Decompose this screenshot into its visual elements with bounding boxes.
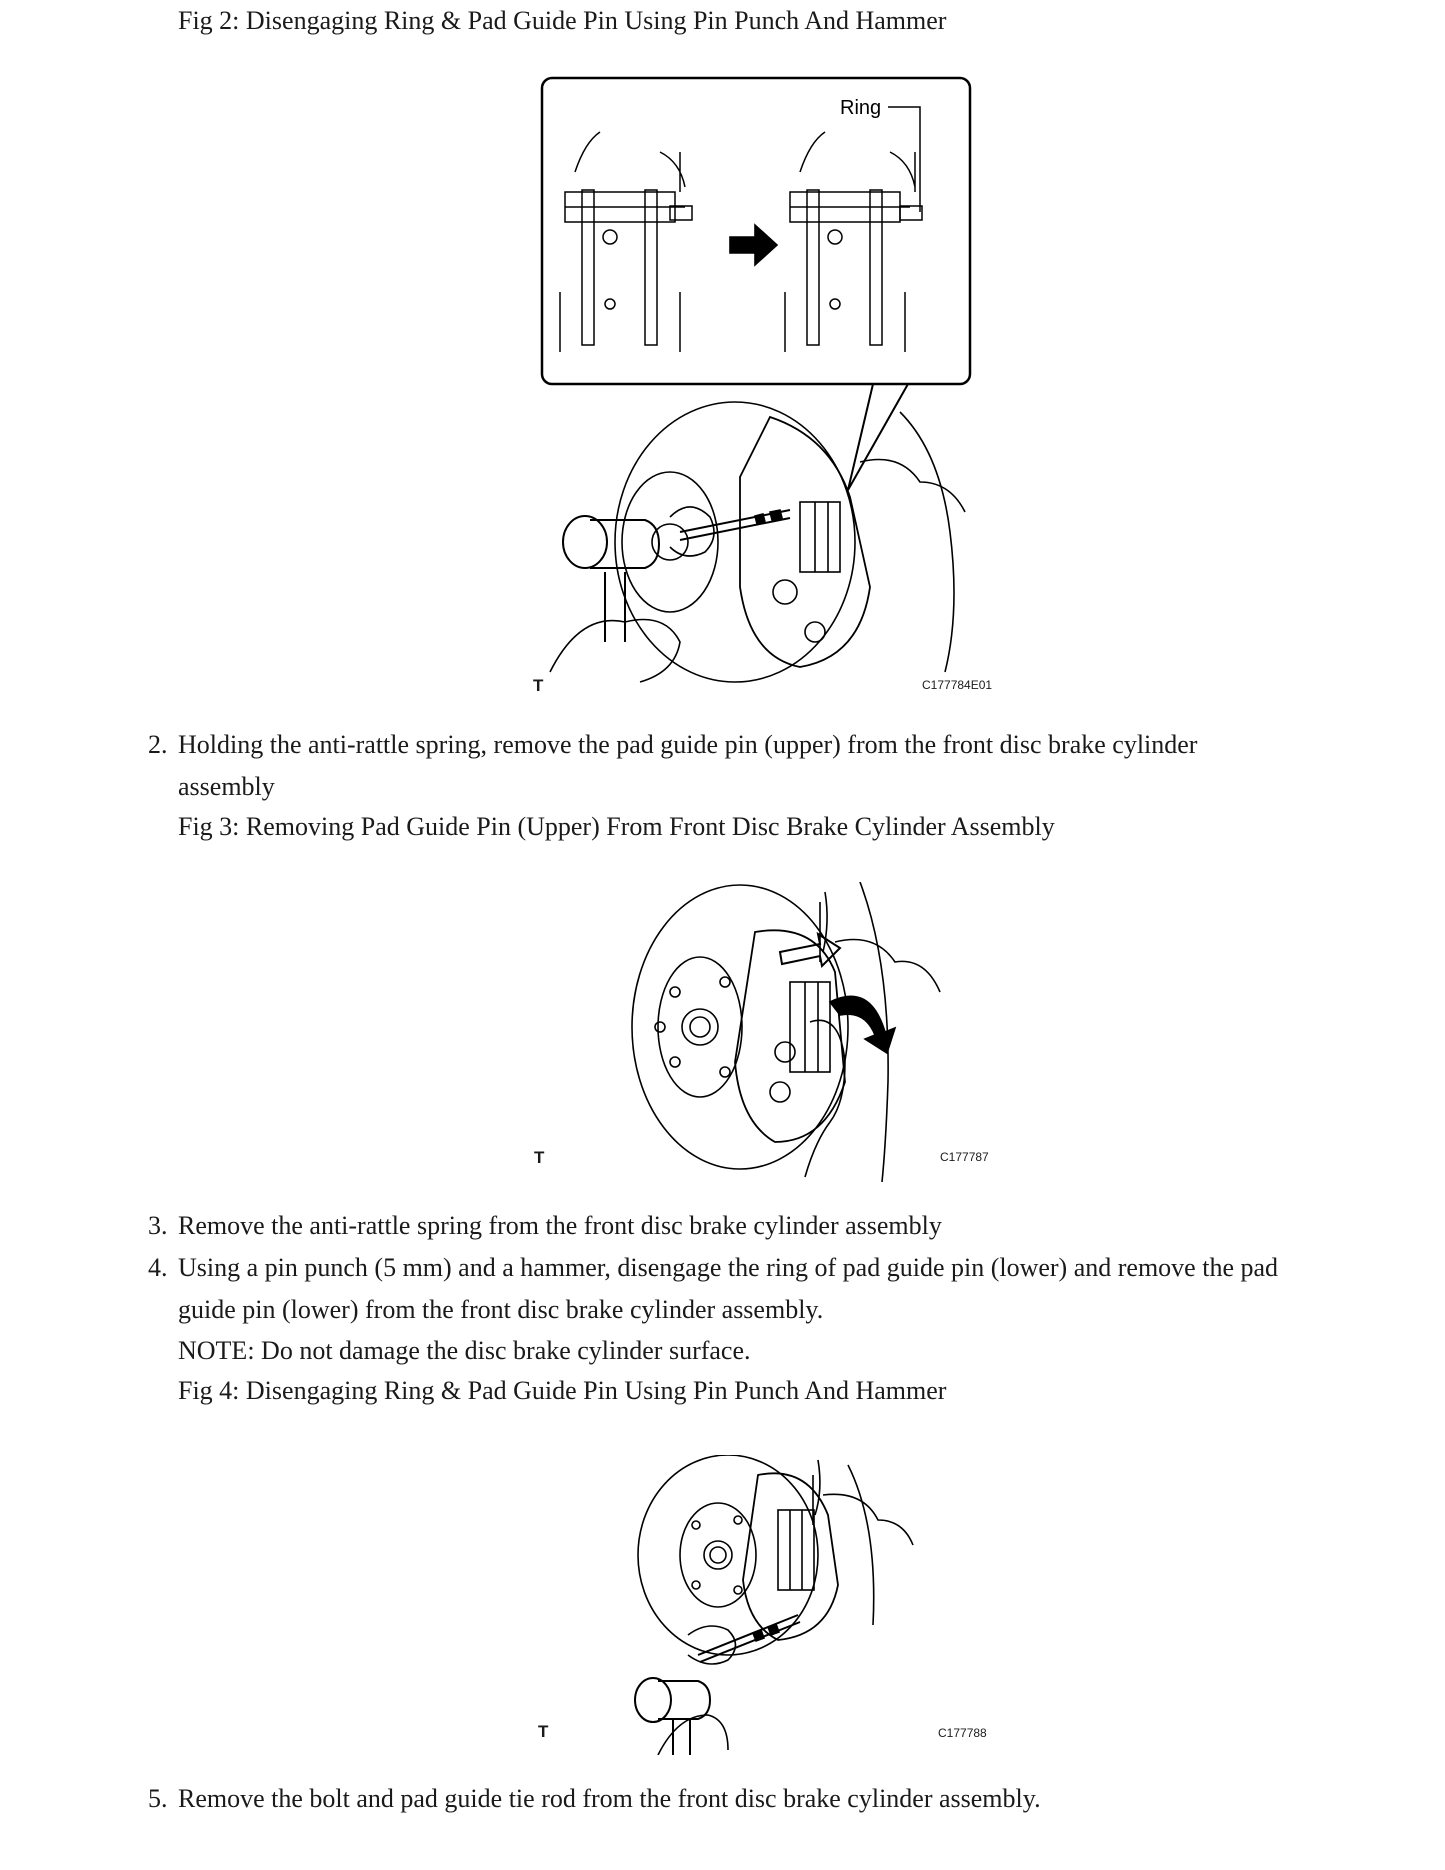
fig3-caption: Fig 3: Removing Pad Guide Pin (Upper) From Front Disc Brake Cylinder Assembly (178, 812, 1055, 841)
fig4-t-mark: T (538, 1722, 549, 1741)
fig3-t-mark: T (534, 1148, 545, 1167)
ring-label: Ring (840, 97, 882, 119)
fig2-t-mark: T (533, 676, 544, 695)
step-2-text-line-2: assembly (178, 772, 275, 801)
step-4-text-line-2: guide pin (lower) from the front disc brake cylinder assembly. (178, 1295, 824, 1324)
step-2-number: 2. (148, 730, 168, 759)
figure-4-illustration (618, 1455, 918, 1755)
fig4-code: C177788 (938, 1726, 987, 1740)
fig3-code: C177787 (940, 1150, 989, 1164)
step-5-number: 5. (148, 1784, 168, 1813)
step-3-number: 3. (148, 1211, 168, 1240)
fig2-code: C177784E01 (922, 678, 993, 692)
step-4-number: 4. (148, 1253, 168, 1282)
step-3-text: Remove the anti-rattle spring from the front disc brake cylinder assembly (178, 1211, 942, 1240)
figure-2-illustration (530, 72, 1000, 692)
fig2-caption: Fig 2: Disengaging Ring & Pad Guide Pin Using Pin Punch And Hammer (178, 6, 947, 35)
step-2-text-line-1: Holding the anti-rattle spring, remove the pad guide pin (upper) from the front disc brake cylinder (178, 730, 1198, 759)
fig4-caption: Fig 4: Disengaging Ring & Pad Guide Pin Using Pin Punch And Hammer (178, 1376, 947, 1405)
step-5-text: Remove the bolt and pad guide tie rod from the front disc brake cylinder assembly. (178, 1784, 1041, 1813)
step-4-text-line-1: Using a pin punch (5 mm) and a hammer, disengage the ring of pad guide pin (lower) and remove the pad (178, 1253, 1279, 1282)
note-text: NOTE: Do not damage the disc brake cylinder surface. (178, 1336, 751, 1365)
figure-3-illustration (630, 882, 960, 1182)
